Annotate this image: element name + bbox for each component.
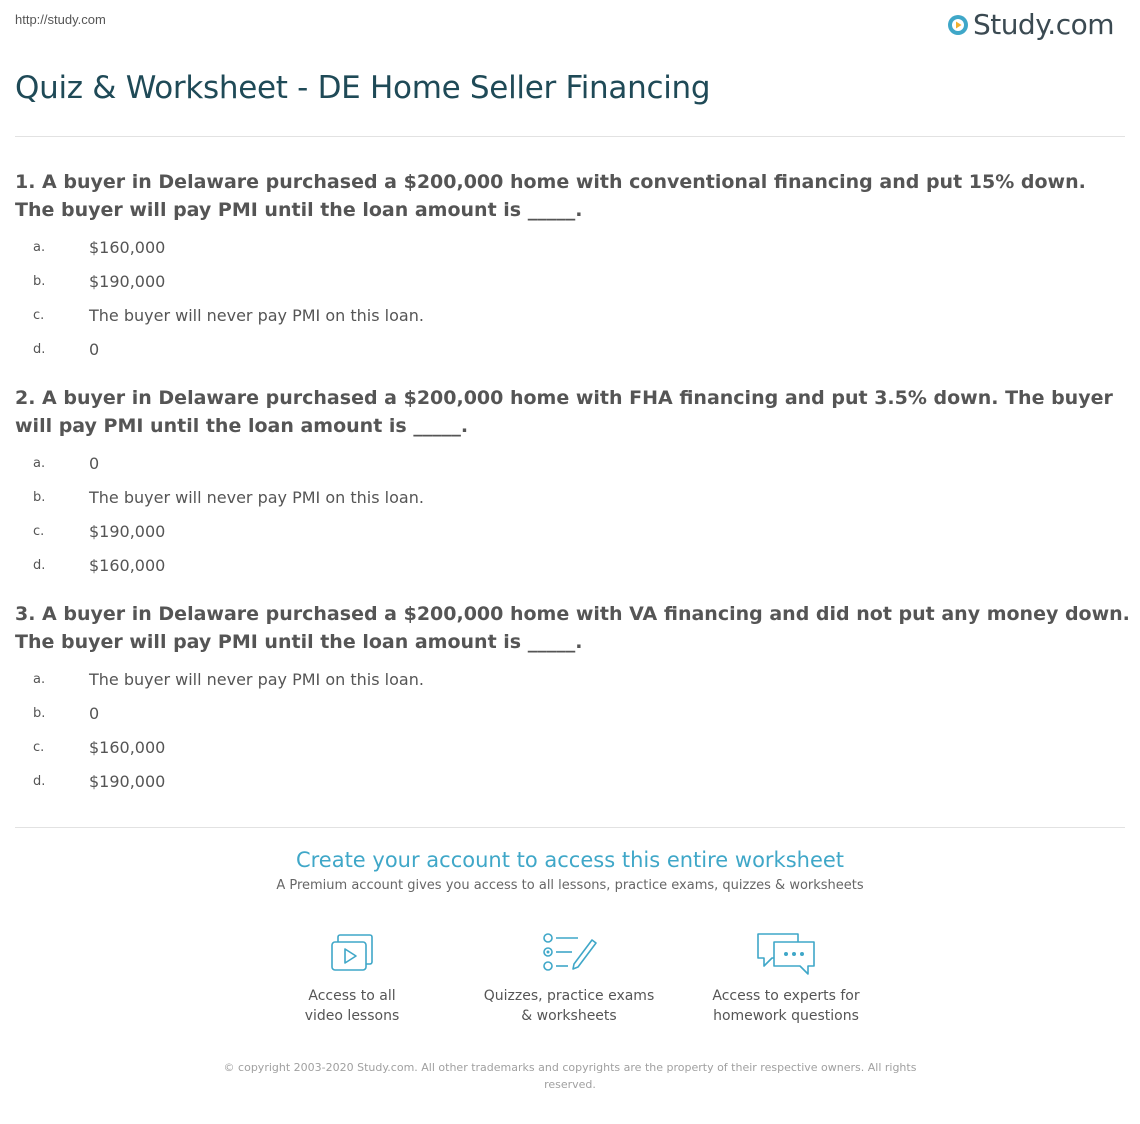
feature-line: video lessons	[304, 1008, 400, 1024]
answer-option	[15, 730, 1130, 764]
premium-promo	[0, 848, 1140, 893]
copyright-line: reserved.	[544, 1078, 596, 1091]
answer-option	[15, 480, 1130, 514]
study-logo[interactable]	[947, 8, 1114, 41]
question-2	[15, 384, 1130, 582]
answer-text: $160,000	[89, 737, 166, 757]
answer-text: $160,000	[89, 555, 166, 575]
question-text: 1. A buyer in Delaware purchased a $200,000 home with conventional financing and put 15% down. The buyer will pay PMI until the loan amount is _____.	[15, 171, 1086, 221]
answer-text: The buyer will never pay PMI on this loan.	[89, 487, 424, 507]
answer-option	[15, 514, 1130, 548]
answer-option	[15, 764, 1130, 798]
answer-text: The buyer will never pay PMI on this loan.	[89, 669, 424, 689]
feature-quizzes	[469, 930, 669, 1026]
feature-line: homework questions	[713, 1008, 859, 1024]
answer-letter: c.	[33, 523, 45, 539]
copyright-line: © copyright 2003-2020 Study.com. All other trademarks and copyrights are the property of their respective owners. All rights	[223, 1061, 917, 1074]
answer-list	[15, 662, 1130, 798]
answer-letter: c.	[33, 739, 45, 755]
answer-text: The buyer will never pay PMI on this loan.	[89, 305, 424, 325]
question-text: 2. A buyer in Delaware purchased a $200,000 home with FHA financing and put 3.5% down. The buyer will pay PMI until the loan amount is _____.	[15, 387, 1113, 437]
answer-letter: a.	[33, 239, 46, 255]
answer-text: $190,000	[89, 771, 166, 791]
feature-video-lessons	[252, 930, 452, 1026]
answer-letter: b.	[33, 705, 46, 721]
answer-option	[15, 264, 1130, 298]
answer-text: 0	[89, 703, 100, 723]
answer-list	[15, 446, 1130, 582]
promo-subheading: A Premium account gives you access to all lessons, practice exams, quizzes & worksheets	[276, 878, 864, 893]
divider	[15, 827, 1125, 828]
feature-experts	[686, 930, 886, 1026]
answer-text: 0	[89, 339, 100, 359]
answer-text: $190,000	[89, 271, 166, 291]
copyright-notice	[215, 1059, 925, 1093]
answer-option	[15, 230, 1130, 264]
question-text: 3. A buyer in Delaware purchased a $200,000 home with VA financing and did not put any money down. The buyer will pay PMI until the loan amount is _____.	[15, 603, 1130, 653]
page-title: Quiz & Worksheet - DE Home Seller Financing	[15, 70, 711, 106]
answer-option	[15, 332, 1130, 366]
answer-option	[15, 548, 1130, 582]
answer-text: $190,000	[89, 521, 166, 541]
answer-letter: b.	[33, 489, 46, 505]
answer-letter: d.	[33, 341, 46, 357]
answer-option	[15, 446, 1130, 480]
play-logo-icon	[947, 14, 969, 36]
feature-line: Quizzes, practice exams	[483, 988, 655, 1004]
answer-option	[15, 662, 1130, 696]
divider	[15, 136, 1125, 137]
answer-list	[15, 230, 1130, 366]
question-3	[15, 600, 1130, 798]
answer-text: 0	[89, 453, 100, 473]
question-list	[15, 168, 1130, 816]
answer-option	[15, 696, 1130, 730]
quiz-checklist-icon	[540, 930, 598, 976]
feature-line: Access to all	[308, 988, 396, 1004]
create-account-link[interactable]: Create your account to access this entire worksheet	[295, 848, 845, 872]
logo-text: Study.com	[972, 8, 1114, 41]
video-lesson-icon	[326, 930, 378, 976]
answer-text: $160,000	[89, 237, 166, 257]
answer-letter: b.	[33, 273, 46, 289]
chat-experts-icon	[754, 930, 818, 976]
answer-option	[15, 298, 1130, 332]
answer-letter: c.	[33, 307, 45, 323]
question-1	[15, 168, 1130, 366]
feature-line: & worksheets	[521, 1008, 617, 1024]
answer-letter: a.	[33, 671, 46, 687]
answer-letter: a.	[33, 455, 46, 471]
feature-line: Access to experts for	[712, 988, 860, 1004]
source-url: http://study.com	[15, 12, 106, 27]
answer-letter: d.	[33, 557, 46, 573]
answer-letter: d.	[33, 773, 46, 789]
